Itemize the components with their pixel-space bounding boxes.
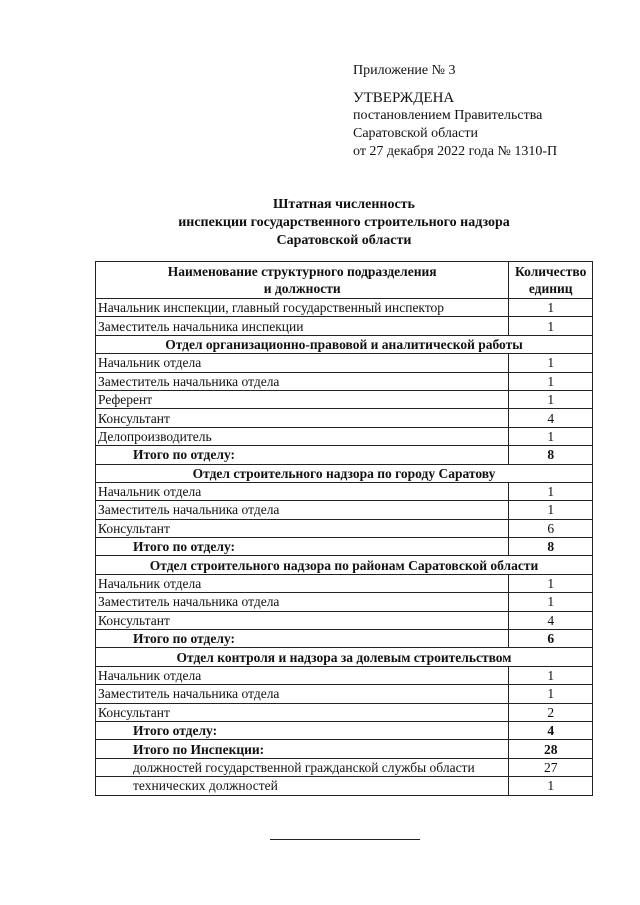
- quantity-cell: 1: [509, 574, 593, 592]
- total-label: Итого по отделу:: [96, 538, 509, 556]
- column-header-name: [96, 262, 509, 299]
- column-header-qty-line1: Количество: [515, 264, 587, 279]
- column-header-name-line2: и должности: [263, 281, 341, 296]
- position-name: Заместитель начальника отдела: [96, 685, 509, 703]
- table-row: [96, 335, 593, 353]
- quantity-cell: 6: [509, 630, 593, 648]
- quantity-cell: 4: [509, 409, 593, 427]
- position-name: Начальник отдела: [96, 574, 509, 592]
- table-row: [96, 666, 593, 684]
- document-title: [96, 196, 592, 250]
- table-row: [96, 574, 593, 592]
- table-row: [96, 721, 593, 739]
- quantity-cell: 1: [509, 685, 593, 703]
- position-name: Консультант: [96, 409, 509, 427]
- table-row: [96, 299, 593, 317]
- quantity-cell: 8: [509, 446, 593, 464]
- table-row: [96, 593, 593, 611]
- table-row: [96, 703, 593, 721]
- approval-line-3: от 27 декабря 2022 года № 1310-П: [353, 144, 558, 159]
- quantity-cell: 1: [509, 482, 593, 500]
- quantity-cell: 27: [509, 758, 593, 776]
- quantity-cell: 1: [509, 299, 593, 317]
- appendix-number: Приложение № 3: [353, 63, 456, 78]
- quantity-cell: 1: [509, 427, 593, 445]
- quantity-cell: 1: [509, 593, 593, 611]
- position-name: Консультант: [96, 611, 509, 629]
- approval-line-2: Саратовской области: [353, 126, 478, 141]
- quantity-cell: 1: [509, 354, 593, 372]
- position-name: Начальник отдела: [96, 666, 509, 684]
- table-row: [96, 538, 593, 556]
- title-line-1: Штатная численность: [273, 197, 415, 212]
- table-row: [96, 758, 593, 776]
- table-row: [96, 501, 593, 519]
- section-heading: Отдел организационно-правовой и аналитической работы: [96, 335, 593, 353]
- column-header-name-line1: Наименование структурного подразделения: [167, 264, 437, 279]
- column-header-qty: [509, 262, 593, 299]
- footer-divider: [270, 839, 420, 840]
- total-label: Итого по отделу:: [96, 446, 509, 464]
- table-row: [96, 611, 593, 629]
- table-row: [96, 372, 593, 390]
- position-name: Делопроизводитель: [96, 427, 509, 445]
- table-row: [96, 556, 593, 574]
- quantity-cell: 1: [509, 390, 593, 408]
- total-label: Итого по отделу:: [96, 630, 509, 648]
- total-label: Итого по Инспекции:: [96, 740, 509, 758]
- position-name: Начальник отдела: [96, 482, 509, 500]
- table-row: [96, 648, 593, 666]
- position-name: Референт: [96, 390, 509, 408]
- quantity-cell: 28: [509, 740, 593, 758]
- table-row: [96, 390, 593, 408]
- table-row: [96, 740, 593, 758]
- approved-label: УТВЕРЖДЕНА: [353, 90, 455, 106]
- table-row: [96, 409, 593, 427]
- table-row: [96, 464, 593, 482]
- section-heading: Отдел строительного надзора по районам Саратовской области: [96, 556, 593, 574]
- quantity-cell: 2: [509, 703, 593, 721]
- quantity-cell: 1: [509, 777, 593, 795]
- position-name: Консультант: [96, 519, 509, 537]
- quantity-cell: 1: [509, 501, 593, 519]
- position-name: Консультант: [96, 703, 509, 721]
- table-row: [96, 317, 593, 335]
- table-row: [96, 354, 593, 372]
- subtotal-label: должностей государственной гражданской службы области: [96, 758, 509, 776]
- position-name: Начальник инспекции, главный государственный инспектор: [96, 299, 509, 317]
- position-name: Заместитель начальника отдела: [96, 372, 509, 390]
- approval-line-1: постановлением Правительства: [353, 108, 543, 123]
- position-name: Заместитель начальника отдела: [96, 501, 509, 519]
- table-row: [96, 519, 593, 537]
- table-header-row: [96, 262, 593, 299]
- table-row: [96, 777, 593, 795]
- column-header-qty-line2: единиц: [528, 281, 573, 296]
- quantity-cell: 8: [509, 538, 593, 556]
- table-row: [96, 630, 593, 648]
- approval-header: [353, 62, 623, 161]
- table-row: [96, 685, 593, 703]
- quantity-cell: 1: [509, 317, 593, 335]
- staffing-table: [95, 261, 593, 796]
- total-label: Итого отделу:: [96, 721, 509, 739]
- title-line-2: инспекции государственного строительного надзора: [178, 215, 510, 230]
- table-body: [96, 299, 593, 796]
- quantity-cell: 1: [509, 372, 593, 390]
- subtotal-label: технических должностей: [96, 777, 509, 795]
- position-name: Заместитель начальника отдела: [96, 593, 509, 611]
- section-heading: Отдел строительного надзора по городу Саратову: [96, 464, 593, 482]
- quantity-cell: 4: [509, 721, 593, 739]
- table-row: [96, 427, 593, 445]
- table-row: [96, 482, 593, 500]
- quantity-cell: 4: [509, 611, 593, 629]
- title-line-3: Саратовской области: [276, 233, 412, 248]
- position-name: Заместитель начальника инспекции: [96, 317, 509, 335]
- position-name: Начальник отдела: [96, 354, 509, 372]
- quantity-cell: 1: [509, 666, 593, 684]
- section-heading: Отдел контроля и надзора за долевым строительством: [96, 648, 593, 666]
- table-row: [96, 446, 593, 464]
- quantity-cell: 6: [509, 519, 593, 537]
